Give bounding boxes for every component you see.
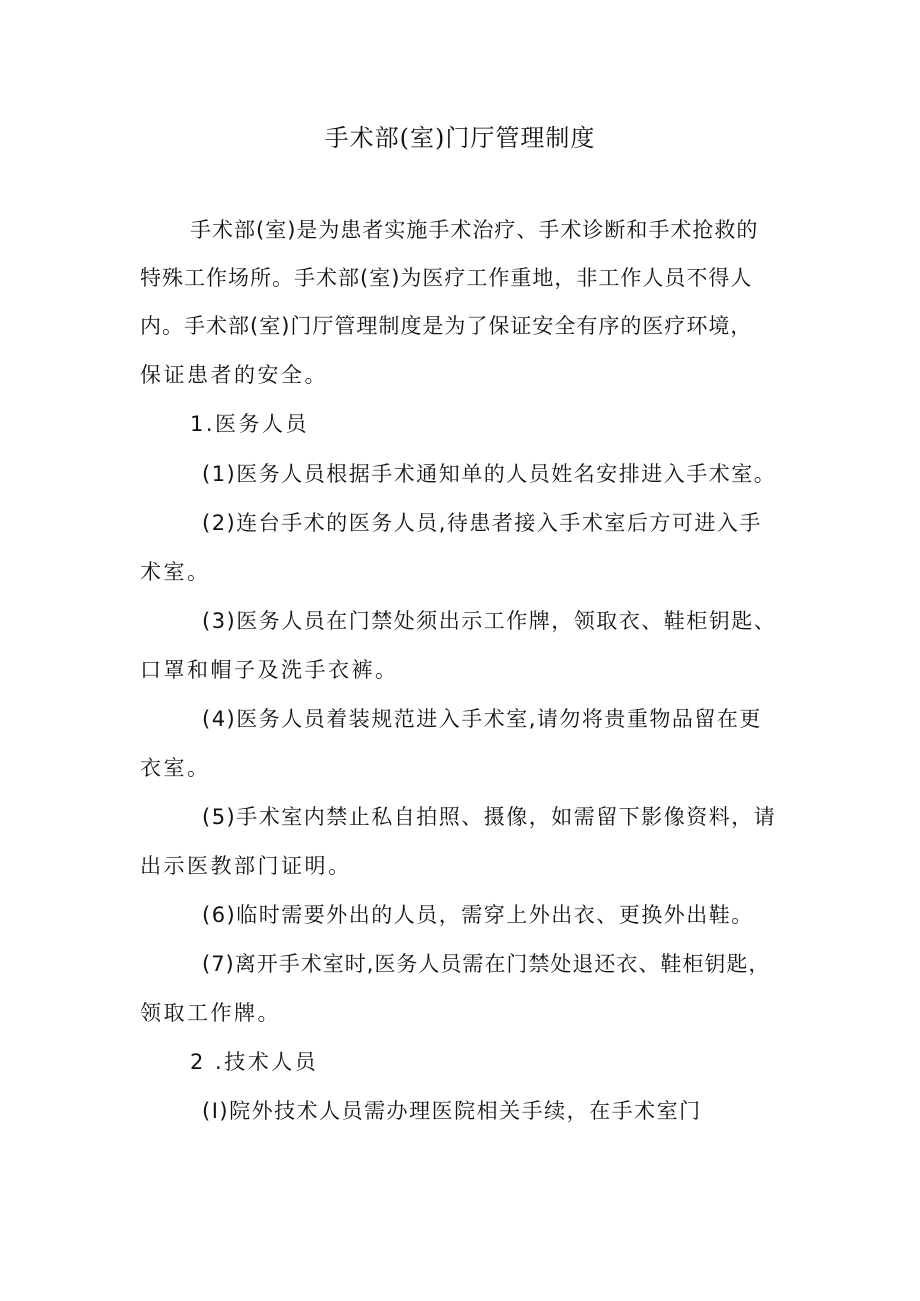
paragraph-line: 特殊工作场所。手术部(室)为医疗工作重地，非工作人员不得人 [140, 266, 753, 290]
list-item-line: 口罩和帽子及洗手衣裤。 [140, 658, 399, 682]
section-heading: 2 .技术人员 [190, 1050, 319, 1074]
list-item-line: 衣室。 [140, 756, 211, 780]
paragraph-line: 内。手术部(室)门厅管理制度是为了保证安全有序的医疗环境， [140, 314, 753, 338]
list-item-line: (I)院外技术人员需办理医院相关手续，在手术室门 [202, 1099, 702, 1123]
list-item-line: (2)连台手术的医务人员,待患者接入手术室后方可进入手 [202, 511, 762, 535]
list-item-line: 出示医教部门证明。 [140, 854, 352, 878]
list-item-line: (6)临时需要外出的人员，需穿上外出衣、更换外出鞋。 [202, 903, 754, 927]
section-heading: 1.医务人员 [190, 412, 310, 436]
list-item-line: (1)医务人员根据手术通知单的人员姓名安排进入手术室。 [202, 462, 777, 486]
list-item-line: (3)医务人员在门禁处须出示工作牌，领取衣、鞋柜钥匙、 [202, 609, 777, 633]
list-item-line: 领取工作牌。 [140, 1001, 281, 1025]
paragraph-line: 手术部(室)是为患者实施手术治疗、手术诊断和手术抢救的 [190, 218, 759, 242]
document-title: 手术部(室)门厅管理制度 [324, 124, 596, 152]
list-item-line: (5)手术室内禁止私自拍照、摄像，如需留下影像资料，请 [202, 805, 777, 829]
paragraph-line: 保证患者的安全。 [140, 363, 328, 387]
list-item-line: (7)离开手术室时,医务人员需在门禁处退还衣、鞋柜钥匙， [202, 952, 771, 976]
list-item-line: 术室。 [140, 560, 211, 584]
list-item-line: (4)医务人员着装规范进入手术室,请勿将贵重物品留在更 [202, 707, 762, 731]
